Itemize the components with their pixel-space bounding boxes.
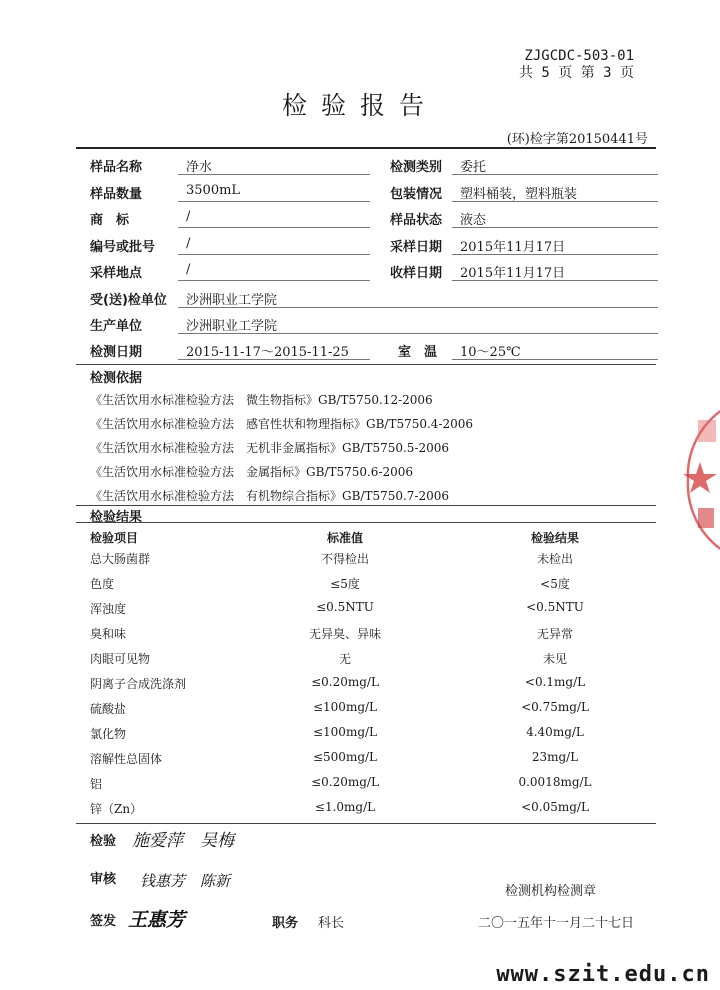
cell-standard: ≤100mg/L (312, 725, 378, 739)
form-code: ZJGCDC-503-01 (524, 48, 634, 64)
field-label: 生产单位 (90, 319, 143, 334)
field-label: 检测类别 (390, 160, 443, 175)
review-label: 审核 (90, 872, 117, 887)
cell-item: 色度 (90, 577, 115, 591)
field-label: 样品状态 (390, 213, 443, 228)
basis-item: 《生活饮用水标准检验方法 无机非金属指标》GB/T5750.5-2006 (90, 441, 450, 455)
section-divider (76, 505, 656, 506)
field-value: 2015年11月17日 (460, 240, 566, 255)
field-value: 委托 (460, 160, 487, 175)
column-header-standard: 标准值 (326, 531, 363, 545)
cell-standard: ≤1.0mg/L (314, 800, 376, 814)
cell-item: 硫酸盐 (90, 702, 127, 716)
position-label: 职务 (272, 916, 299, 931)
field-value: 塑料桶装，塑料瓶装 (460, 187, 578, 202)
cell-standard: ≤5度 (330, 577, 360, 591)
column-header-result: 检验结果 (530, 531, 579, 545)
field-underline (452, 280, 658, 281)
issue-label: 签发 (90, 914, 117, 929)
field-value: / (186, 236, 191, 251)
red-stamp-icon (678, 400, 720, 560)
field-label: 编号或批号 (90, 240, 156, 255)
cell-item: 浑浊度 (90, 602, 127, 616)
cell-result: <0.05mg/L (521, 800, 589, 814)
basis-item: 《生活饮用水标准检验方法 有机物综合指标》GB/T5750.7-2006 (90, 489, 450, 503)
field-value: / (186, 262, 191, 277)
section-divider (76, 364, 656, 365)
field-value: 2015-11-17～2015-11-25 (186, 345, 349, 360)
cell-standard: 无异臭、异味 (308, 627, 381, 641)
field-label: 收样日期 (390, 266, 443, 281)
field-label: 室 温 (398, 345, 438, 360)
seal-label: 检测机构检测章 (505, 884, 597, 899)
cell-result: 未见 (542, 652, 567, 666)
field-label: 采样日期 (390, 240, 443, 255)
field-underline (452, 359, 658, 360)
field-value: 沙洲职业工学院 (186, 319, 278, 334)
cell-item: 铝 (90, 777, 103, 791)
cell-result: 无异常 (536, 627, 573, 641)
field-underline (452, 201, 658, 202)
cell-item: 锌（Zn） (90, 802, 143, 816)
cell-result: 23mg/L (531, 750, 579, 764)
field-label: 包装情况 (390, 187, 443, 202)
cell-item: 臭和味 (90, 627, 127, 641)
field-value: / (186, 209, 191, 224)
cell-result: 0.0018mg/L (518, 775, 592, 789)
cell-result: <0.5NTU (526, 600, 584, 614)
cell-result: 未检出 (536, 552, 573, 566)
field-value: 3500mL (186, 183, 241, 198)
cell-result: <0.75mg/L (521, 700, 589, 714)
cell-standard: ≤500mg/L (312, 750, 378, 764)
field-underline (452, 174, 658, 175)
field-value: 净水 (186, 160, 213, 175)
field-value: 10～25℃ (460, 345, 521, 360)
cell-standard: 不得检出 (320, 552, 369, 566)
page-info: 共 5 页 第 3 页 (518, 65, 634, 81)
field-underline (178, 359, 370, 360)
header-divider (76, 147, 656, 149)
field-label: 检测日期 (90, 345, 143, 360)
cell-standard: 无 (338, 652, 351, 666)
field-underline (178, 307, 658, 308)
cell-result: <5度 (540, 577, 570, 591)
field-underline (178, 333, 658, 334)
cell-standard: ≤0.20mg/L (311, 675, 379, 689)
field-underline (178, 174, 370, 175)
inspect-signature: 施爱萍 吴梅 (132, 831, 234, 851)
cell-result: 4.40mg/L (526, 725, 584, 739)
field-label: 采样地点 (90, 266, 143, 281)
cell-standard: ≤0.20mg/L (311, 775, 379, 789)
cell-item: 阴离子合成洗涤剂 (90, 677, 187, 691)
field-underline (452, 254, 658, 255)
field-label: 商 标 (90, 213, 130, 228)
basis-item: 《生活饮用水标准检验方法 微生物指标》GB/T5750.12-2006 (90, 393, 433, 407)
cell-item: 溶解性总固体 (90, 752, 163, 766)
field-label: 样品数量 (90, 187, 143, 202)
field-value: 2015年11月17日 (460, 266, 566, 281)
field-underline (178, 280, 370, 281)
results-heading: 检验结果 (90, 510, 143, 525)
website-watermark: www.szit.edu.cn (496, 962, 710, 987)
field-value: 沙洲职业工学院 (186, 293, 278, 308)
issue-signature: 王惠芳 (128, 909, 186, 931)
field-label: 样品名称 (90, 160, 143, 175)
field-label: 受(送)检单位 (90, 293, 167, 308)
cell-item: 氯化物 (90, 727, 127, 741)
cell-standard: ≤0.5NTU (316, 600, 374, 614)
cell-item: 肉眼可见物 (90, 652, 151, 666)
form-code-block (519, 48, 634, 82)
cell-item: 总大肠菌群 (90, 552, 151, 566)
report-number: (环)检字第20150441号 (506, 132, 648, 147)
basis-heading: 检测依据 (90, 371, 143, 386)
basis-item: 《生活饮用水标准检验方法 金属指标》GB/T5750.6-2006 (90, 465, 414, 479)
page-title: 检验报告 (281, 91, 438, 120)
inspect-label: 检验 (90, 834, 117, 849)
position-value: 科长 (318, 916, 345, 931)
column-header-item: 检验项目 (90, 531, 139, 545)
basis-item: 《生活饮用水标准检验方法 感官性状和物理指标》GB/T5750.4-2006 (90, 417, 474, 431)
field-underline (178, 227, 370, 228)
issue-date: 二〇一五年十一月二十七日 (478, 916, 635, 931)
table-bottom-border (76, 823, 656, 824)
field-underline (452, 227, 658, 228)
cell-result: <0.1mg/L (524, 675, 586, 689)
section-divider (76, 522, 656, 523)
field-underline (178, 254, 370, 255)
field-underline (178, 201, 370, 202)
cell-standard: ≤100mg/L (312, 700, 378, 714)
review-signature: 钱惠芳 陈新 (140, 872, 231, 890)
field-value: 液态 (460, 213, 487, 228)
